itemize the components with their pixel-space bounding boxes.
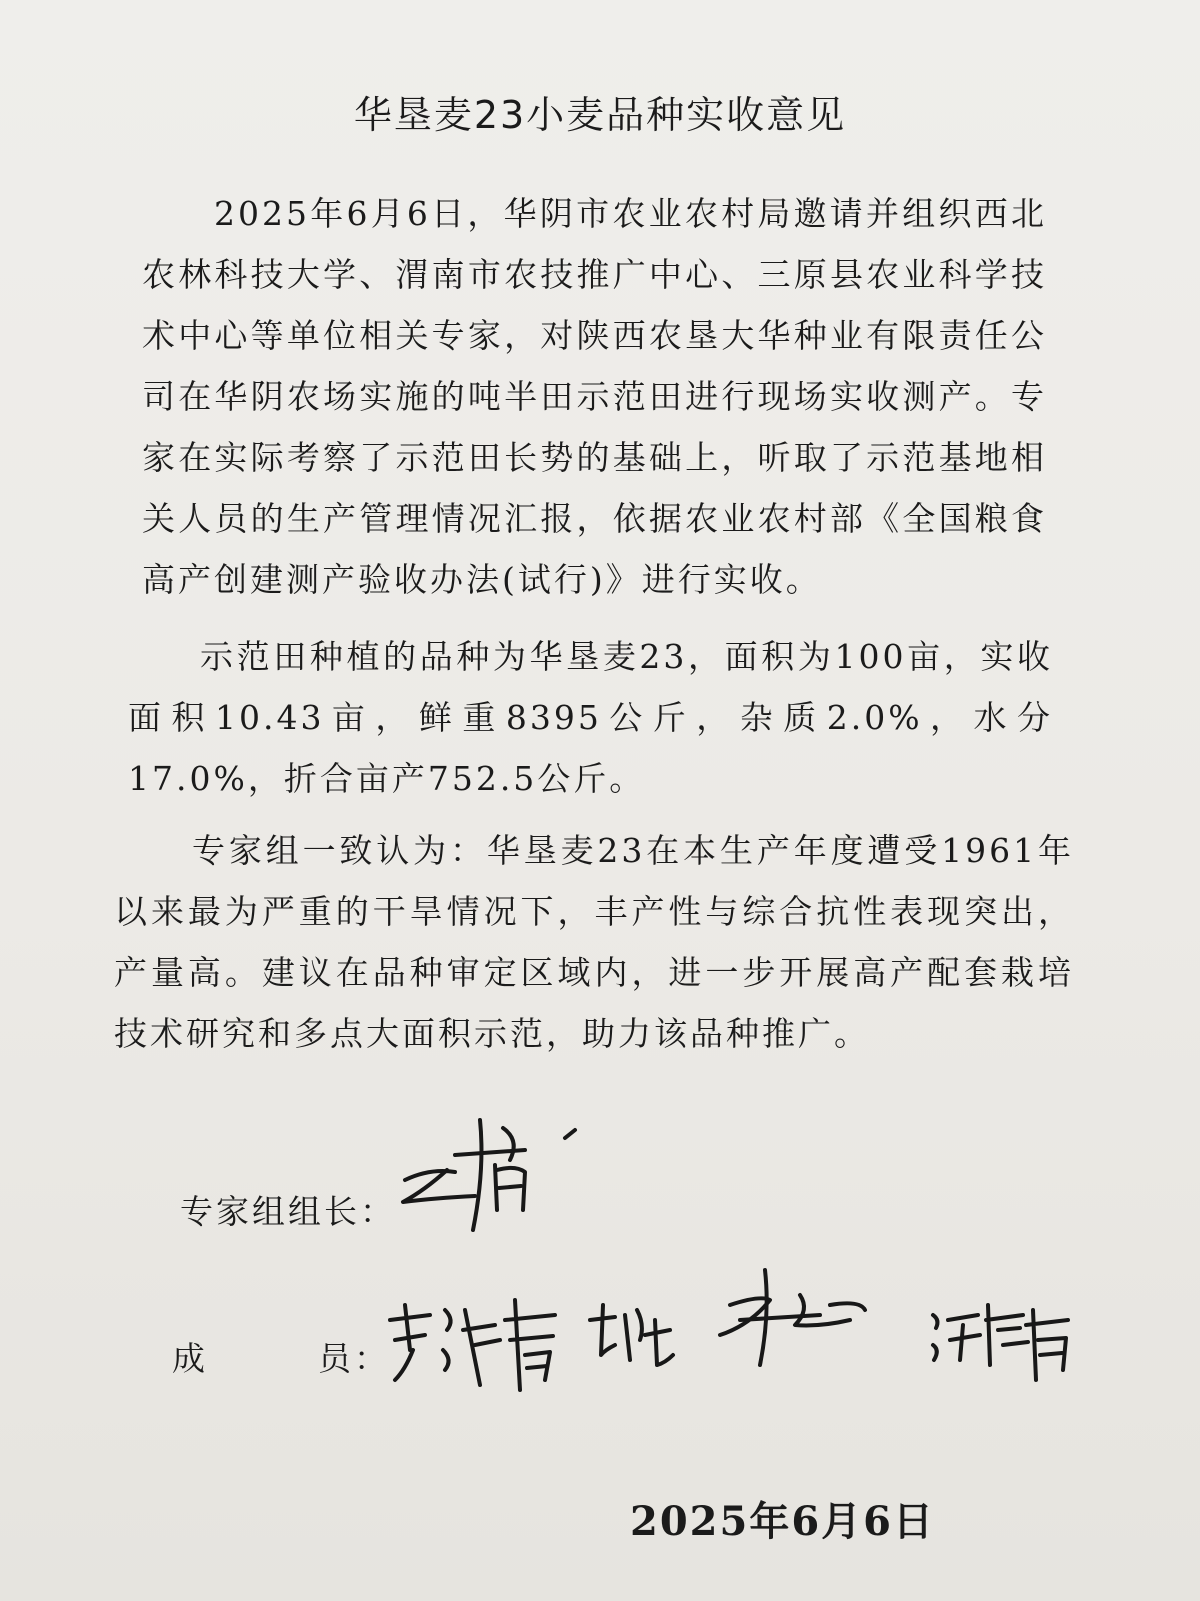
members-label-1: 成 <box>172 1339 208 1378</box>
document-title: 华垦麦23小麦品种实收意见 <box>353 93 847 137</box>
paragraph-yield-data: 示范田种植的品种为华垦麦23，面积为100亩，实收面积10.43亩，鲜重8395公斤，杂质2.0%，水分17.0%，折合亩产752.5公斤。 <box>128 637 1053 798</box>
member-signature-3 <box>710 1265 880 1375</box>
paragraph-conclusion: 专家组一致认为：华垦麦23在本生产年度遭受1961年以来最为严重的干旱情况下，丰产性与综合抗性表现突出，产量高。建议在品种审定区域内，进一步开展高产配套栽培技术研究和多点大面积示范，助力该品种推广。 <box>114 831 1074 1053</box>
leader-signature <box>385 1110 585 1260</box>
leader-label: 专家组组长： <box>180 1192 396 1231</box>
member-signature-4 <box>928 1290 1078 1390</box>
member-signature-1 <box>385 1290 570 1400</box>
document-date: 2025年6月6日 <box>630 1498 935 1545</box>
member-signature-2 <box>585 1295 685 1375</box>
paragraph-intro: 2025年6月6日，华阴市农业农村局邀请并组织西北农林科技大学、渭南市农技推广中心、三原县农业科学技术中心等单位相关专家，对陕西农垦大华种业有限责任公司在华阴农场实施的吨半田示范田进行现场实收测产。专家在实际考察了示范田长势的基础上，听取了示范基地相关人员的生产管理情况汇报，依据农业农村部《全国粮食高产创建测产验收办法(试行)》进行实收。 <box>142 194 1047 599</box>
members-label-2: 员： <box>318 1339 390 1378</box>
